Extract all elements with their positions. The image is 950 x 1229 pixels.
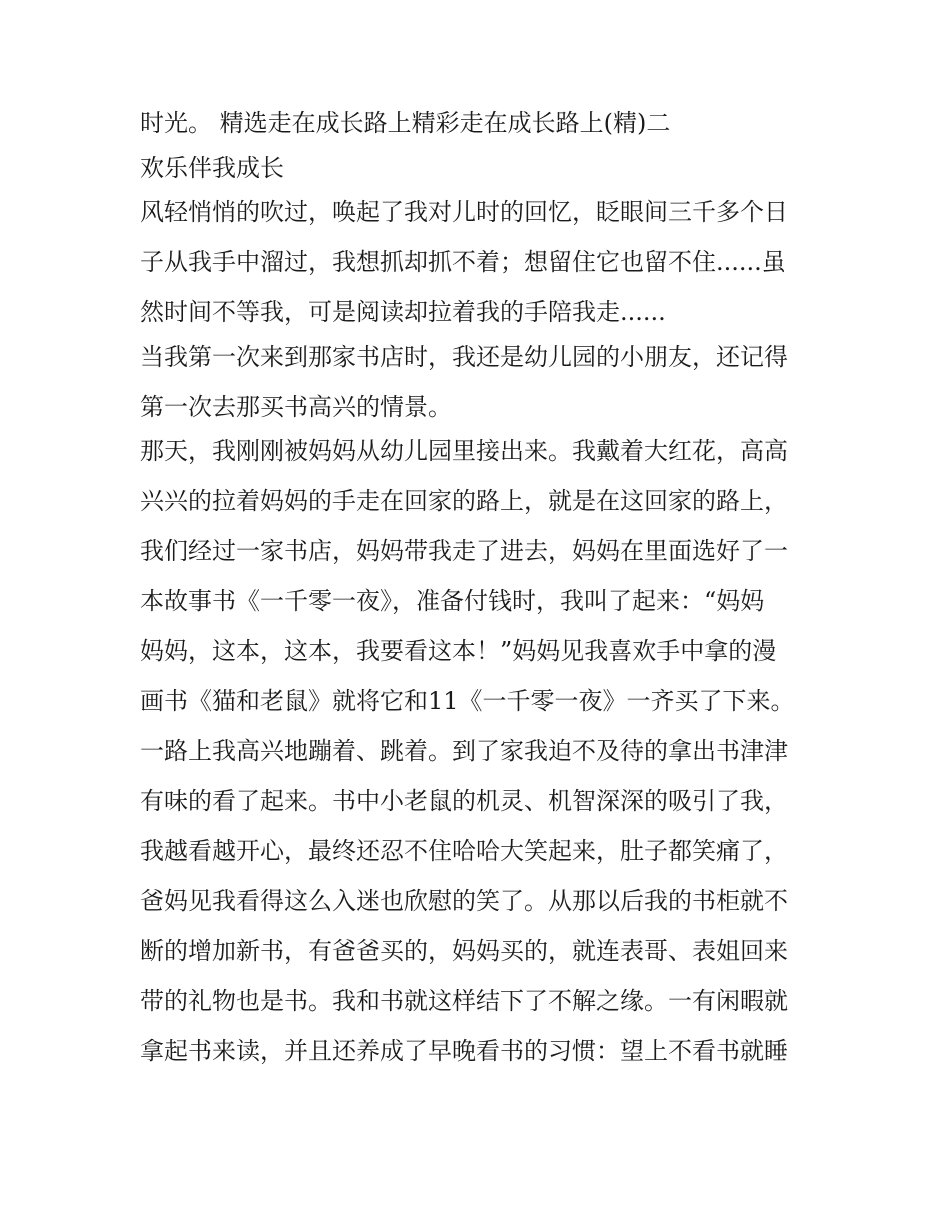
document-body bbox=[140, 108, 820, 1066]
text-line: 兴兴的拉着妈妈的手走在回家的路上，就是在这回家的路上， bbox=[140, 487, 788, 515]
text-line: 那天，我刚刚被妈妈从幼儿园里接出来。我戴着大红花，高高 bbox=[140, 437, 788, 465]
text-line: 然时间不等我，可是阅读却拉着我的手陪我走...... bbox=[140, 298, 666, 326]
section-heading: 欢乐伴我成长 bbox=[140, 153, 284, 182]
text-line: 断的增加新书，有爸爸买的，妈妈买的，就连表哥、表姐回来 bbox=[140, 937, 788, 965]
text-line: 第一次去那买书高兴的情景。 bbox=[140, 392, 452, 421]
text-line: 画书《猫和老鼠》就将它和11《一千零一夜》一齐买了下来。 bbox=[140, 687, 795, 715]
text-line: 带的礼物也是书。我和书就这样结下了不解之缘。一有闲暇就 bbox=[140, 987, 788, 1015]
text-line: 有味的看了起来。书中小老鼠的机灵、机智深深的吸引了我， bbox=[140, 787, 788, 815]
text-line: 爸妈见我看得这么入迷也欣慰的笑了。从那以后我的书柜就不 bbox=[140, 887, 788, 915]
text-line: 子从我手中溜过，我想抓却抓不着；想留住它也留不住......虽 bbox=[140, 248, 786, 276]
text-line: 当我第一次来到那家书店时，我还是幼儿园的小朋友，还记得 bbox=[140, 342, 788, 371]
text-line: 时光。 精选走在成长路上精彩走在成长路上(精)二 bbox=[140, 109, 671, 137]
text-line: 我越看越开心，最终还忍不住哈哈大笑起来，肚子都笑痛了， bbox=[140, 837, 788, 865]
text-line: 本故事书《一千零一夜》，准备付钱时，我叫了起来：“妈妈 bbox=[140, 587, 765, 615]
text-line: 拿起书来读，并且还养成了早晚看书的习惯：望上不看书就睡 bbox=[140, 1037, 788, 1065]
text-line: 风轻悄悄的吹过，唤起了我对儿时的回忆，眨眼间三千多个日 bbox=[140, 198, 788, 226]
text-line: 妈妈，这本，这本，我要看这本！”妈妈见我喜欢手中拿的漫 bbox=[140, 637, 777, 665]
text-line: 我们经过一家书店，妈妈带我走了进去，妈妈在里面选好了一 bbox=[140, 537, 788, 565]
text-line: 一路上我高兴地蹦着、跳着。到了家我迫不及待的拿出书津津 bbox=[140, 737, 788, 765]
